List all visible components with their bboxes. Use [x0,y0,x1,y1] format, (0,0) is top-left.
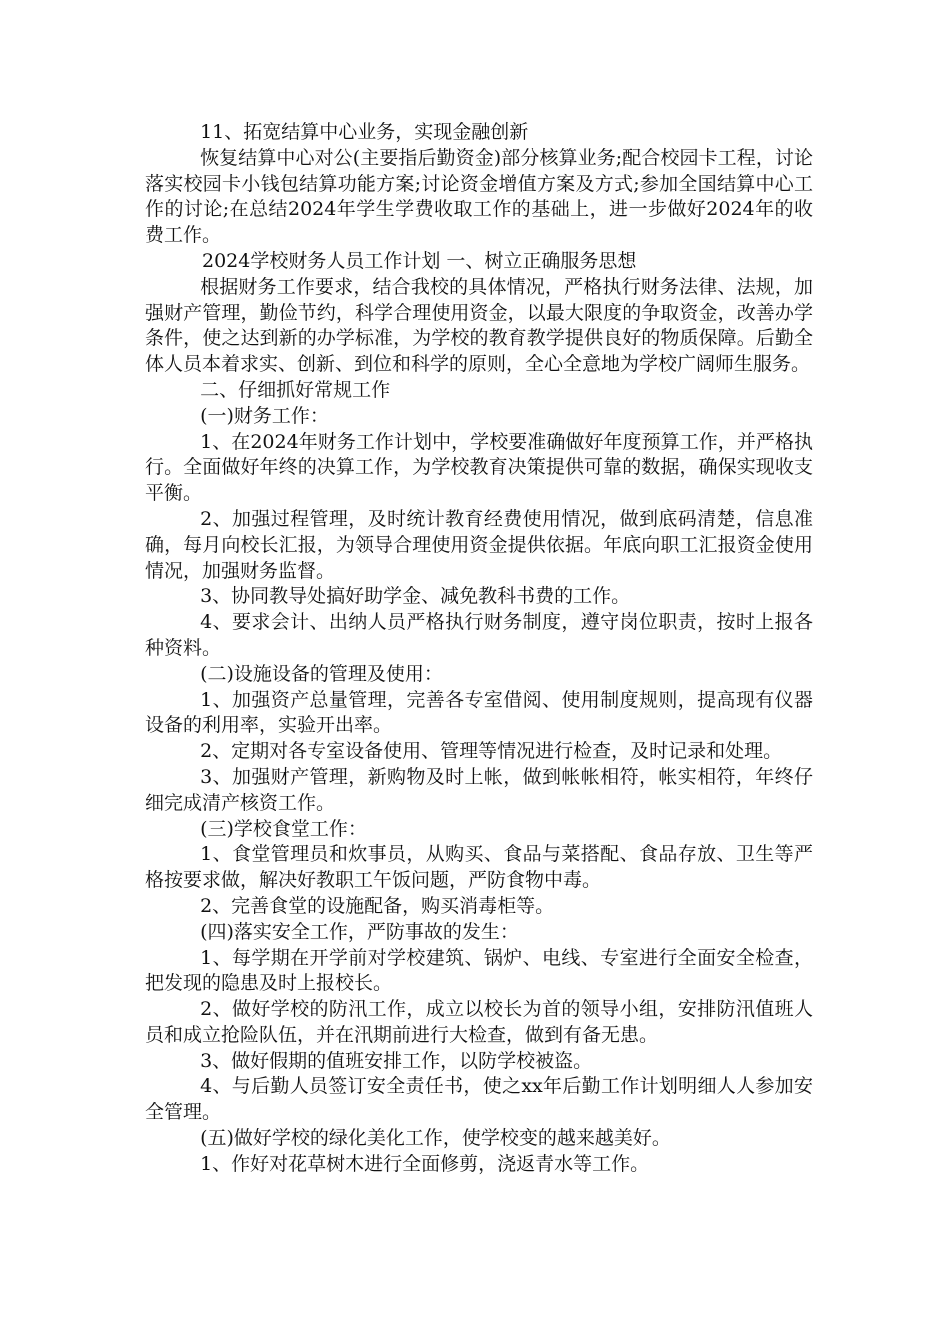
subheading-greening: (五)做好学校的绿化美化工作，使学校变的越来越美好。 [200,1127,671,1150]
list-item-facilities-1: 1、加强资产总量管理，完善各专室借阅、使用制度规则，提高现有仪器设备的利用率，实验开出率。 [145,688,813,737]
list-item-canteen-1: 1、食堂管理员和炊事员，从购买、食品与菜搭配、食品存放、卫生等严格按要求做，解决好教职工午饭问题，严防食物中毒。 [145,843,813,892]
list-item-safety-4: 4、与后勤人员签订安全责任书，使之xx年后勤工作计划明细人人参加安全管理。 [145,1075,813,1124]
paragraph-service-thought: 根据财务工作要求，结合我校的具体情况，严格执行财务法律、法规，加强财产管理，勤俭节约，科学合理使用资金，以最大限度的争取资金，改善办学条件，使之达到新的办学标准，为学校的教育教学提供良好的物质保障。后勤全体人员本着求实、创新、到位和科学的原则，全心全意地为学校广阔师生服务。 [145,275,813,376]
list-item-facilities-3: 3、加强财产管理，新购物及时上帐，做到帐帐相符，帐实相符，年终仔细完成清产核资工作。 [145,765,813,814]
list-item-safety-1: 1、每学期在开学前对学校建筑、锅炉、电线、专室进行全面安全检查，把发现的隐患及时上报校长。 [145,946,813,995]
paragraph-settlement-center: 恢复结算中心对公(主要指后勤资金)部分核算业务;配合校园卡工程，讨论落实校园卡小钱包结算功能方案;讨论资金增值方案及方式;参加全国结算中心工作的讨论;在总结2024年学生学费收取工作的基础上，进一步做好2024年的收费工作。 [145,146,813,247]
paragraph-item-11-heading: 11、拓宽结算中心业务，实现金融创新 [200,121,529,143]
subheading-safety: (四)落实安全工作，严防事故的发生： [200,920,519,943]
list-item-facilities-2: 2、定期对各专室设备使用、管理等情况进行检查，及时记录和处理。 [200,740,783,763]
document-body [145,120,813,1178]
subheading-canteen: (三)学校食堂工作： [200,817,367,840]
section-heading-routine-work: 二、仔细抓好常规工作 [200,378,391,401]
list-item-greening-1: 1、作好对花草树木进行全面修剪，浇返青水等工作。 [200,1152,650,1175]
list-item-finance-2: 2、加强过程管理，及时统计教育经费使用情况，做到底码清楚，信息准确，每月向校长汇报，为领导合理使用资金提供依据。年底向职工汇报资金使用情况，加强财务监督。 [145,507,813,582]
subheading-finance-work: (一)财务工作： [200,404,329,427]
list-item-finance-3: 3、协同教导处搞好助学金、减免教科书费的工作。 [200,585,631,608]
subheading-facilities: (二)设施设备的管理及使用： [200,662,443,685]
list-item-canteen-2: 2、完善食堂的设施配备，购买消毒柜等。 [200,894,555,917]
list-item-finance-4: 4、要求会计、出纳人员严格执行财务制度，遵守岗位职责，按时上报各种资料。 [145,611,813,659]
list-item-safety-2: 2、做好学校的防汛工作，成立以校长为首的领导小组，安排防汛值班人员和成立抢险队伍，并在汛期前进行大检查，做到有备无患。 [145,998,813,1046]
list-item-safety-3: 3、做好假期的值班安排工作，以防学校被盗。 [200,1049,593,1072]
section-title-plan: 2024学校财务人员工作计划 一、树立正确服务思想 [202,249,637,272]
list-item-finance-1: 1、在2024年财务工作计划中，学校要准确做好年度预算工作，并严格执行。全面做好年终的决算工作，为学校教育决策提供可靠的数据，确保实现收支平衡。 [145,430,813,505]
